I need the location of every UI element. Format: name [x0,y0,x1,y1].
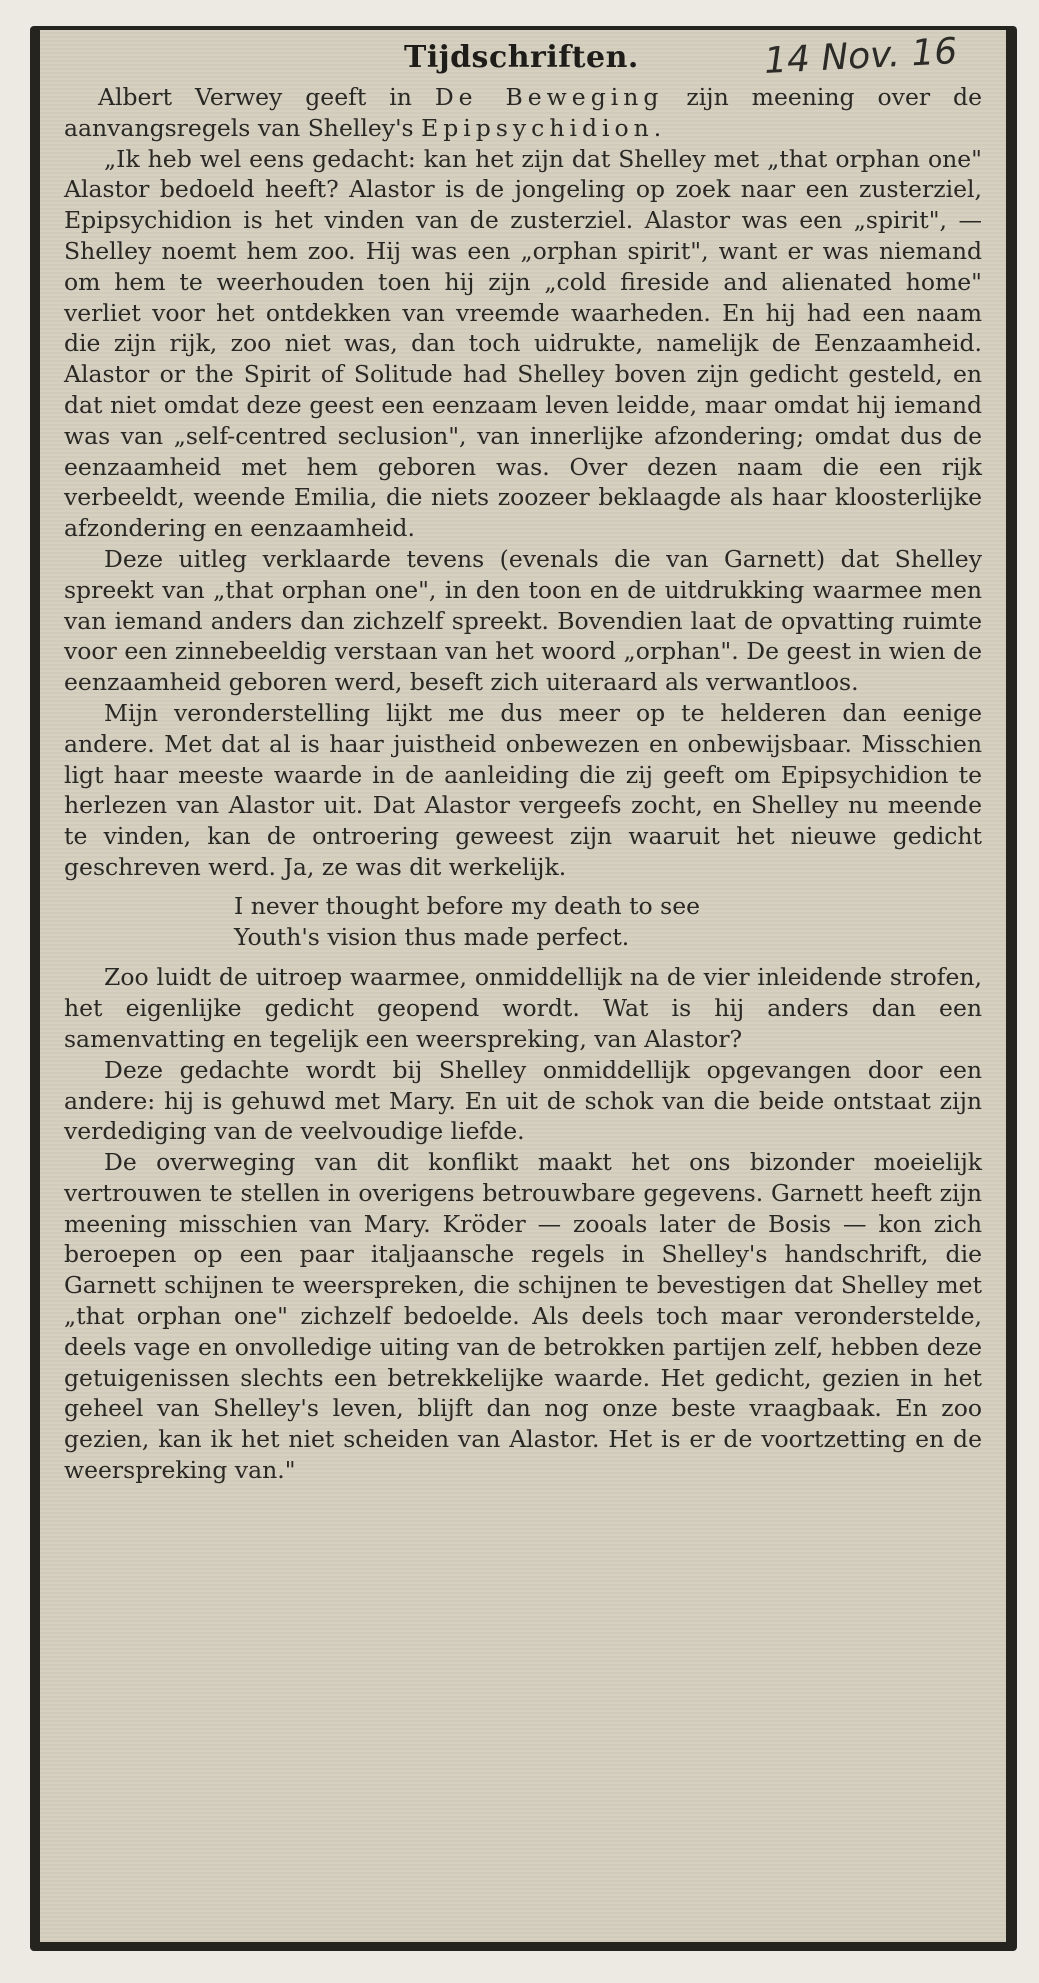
paragraph-4: Zoo luidt de uitroep waarmee, onmiddellijk na de vier inleidende strofen, het eigenlijke gedicht geopend wordt. Wat is hij anders dan een samenvatting en tegelijk een weerspreking, van Alastor? [64,963,982,1053]
intro-text-1: Albert Verwey geeft in [98,83,435,111]
intro-paragraph [64,82,982,144]
article-body [64,82,982,1486]
column-title: Tijdschriften. [404,40,639,75]
poem-line-2: Youth's vision thus made perfect. [234,922,630,951]
poem-quote [234,891,982,953]
journal-name: De Beweging [434,83,664,111]
poem-line-1: I never thought before my death to see [234,891,701,920]
poem-title: Epipsychidion. [421,113,667,142]
paragraph-2: Deze uitleg verklaarde tevens (evenals die van Garnett) dat Shelley spreekt van „that orphan one", in den toon en de uitdrukking waarmee men van iemand anders dan zichzelf spreekt. Bovendien laat de opvatting ruimte voor een zinnebeeldig verstaan van het woord „orphan". De geest in wien de eenzaamheid geboren werd, beseft zich uiteraard als verwantloos. [64,544,982,697]
paragraph-3: Mijn veronderstelling lijkt me dus meer op te helderen dan eenige andere. Met dat al is haar juistheid onbewezen en onbewijsbaar. Misschien ligt haar meeste waarde in de aanleiding die zij geeft om Epipsychidion te herlezen van Alastor uit. Dat Alastor vergeefs zocht, en Shelley nu meende te vinden, kan de ontroering geweest zijn waaruit het nieuwe gedicht geschreven werd. Ja, ze was dit werkelijk. [64,698,982,881]
paragraph-6: De overweging van dit konflikt maakt het ons bizonder moeielijk vertrouwen te stellen in overigens betrouwbare gegevens. Garnett heeft zijn meening misschien van Mary. Kröder — zooals later de Bosis — kon zich beroepen op een paar italjaansche regels in Shelley's handschrift, die Garnett schijnen te weerspreken, die schijnen te bevestigen dat Shelley met „that orphan one" zichzelf bedoelde. Als deels toch maar veronderstelde, deels vage en onvolledige uiting van de betrokken partijen zelf, hebben deze getuigenissen slechts een betrekkelijke waarde. Het gedicht, gezien in het geheel van Shelley's leven, blijft dan nog onze beste vraagbaak. En zoo gezien, kan ik het niet scheiden van Alastor. Het is er de voortzetting en de weerspreking van." [64,1148,982,1485]
intro-text-2: zijn meening over de aanvangsregels van Shelley's [64,83,982,142]
handwritten-date: 14 Nov. 16 [763,30,959,83]
paragraph-5: Deze gedachte wordt bij Shelley onmiddellijk opgevangen door een andere: hij is gehuwd met Mary. En uit de schok van die beide ontstaat zijn verdediging van de veelvoudige liefde. [64,1055,982,1146]
newspaper-clipping [40,30,1006,1942]
paragraph-1: „Ik heb wel eens gedacht: kan het zijn dat Shelley met „that orphan one" Alastor bedoeld heeft? Alastor is de jongeling op zoek naar een zusterziel, Epipsychidion is het vinden van de zusterziel. Alastor was een „spirit", — Shelley noemt hem zoo. Hij was een „orphan spirit", want er was niemand om hem te weerhouden toen hij zijn „cold fireside and alienated home" verliet voor het ontdekken van vreemde waarheden. En hij had een naam die zijn rijk, zoo niet was, dan toch uidrukte, namelijk de Eenzaamheid. Alastor or the Spirit of Solitude had Shelley boven zijn gedicht gesteld, en dat niet omdat deze geest een eenzaam leven leidde, maar omdat hij iemand was van „self-centred seclusion", van innerlijke afzondering; omdat dus de eenzaamheid met hem geboren was. Over dezen naam die een rijk verbeeldt, weende Emilia, die niets zoozeer beklaagde als haar kloosterlijke afzondering en eenzaamheid. [64,144,982,543]
header [64,30,982,83]
